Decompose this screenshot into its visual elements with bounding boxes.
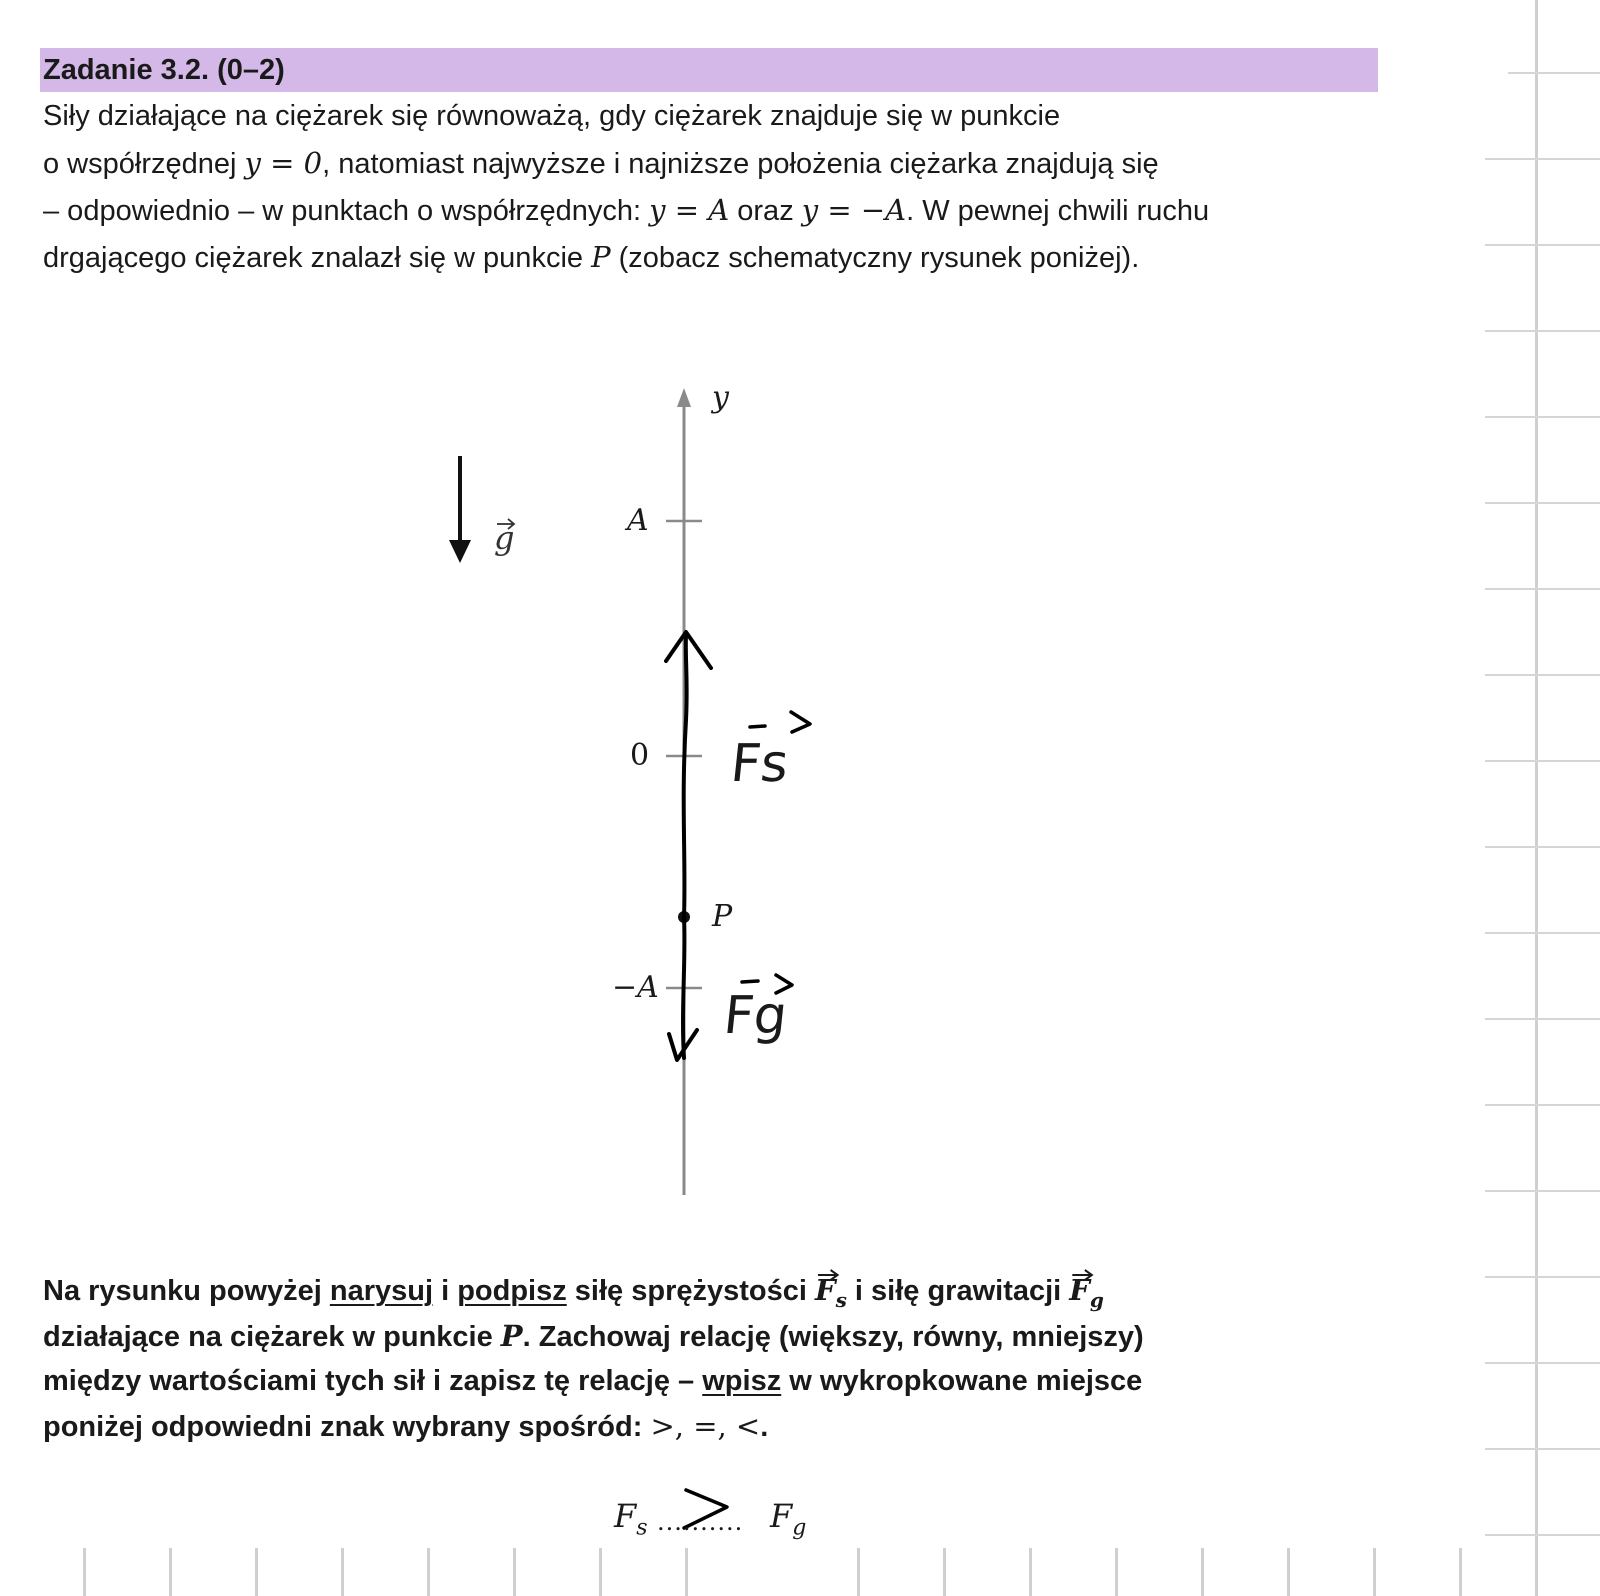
answer-right-subscript: g <box>792 1515 807 1541</box>
intro-text: . W pewnej chwili ruchu <box>906 195 1210 227</box>
handwritten-fg-label: Fg <box>720 986 791 1046</box>
gravity-label: g <box>494 519 515 557</box>
force-symbol-gravity: F <box>1069 1273 1090 1307</box>
intro-text: – odpowiednio – w punktach o współrzędnych: <box>43 195 650 227</box>
handwritten-fs-label: Fs <box>727 734 792 794</box>
tick-label-zero: 0 <box>630 738 650 773</box>
task-text: i siłę grawitacji <box>846 1275 1070 1307</box>
answer-left-letter: F <box>614 1497 637 1535</box>
intro-text: Siły działające na ciężarek się równoważą, gdy ciężarek znajduje się w punkcie <box>43 100 1061 132</box>
task-text: między wartościami tych sił i zapisz tę relację – <box>43 1365 703 1397</box>
force-symbol-spring: F <box>815 1273 836 1307</box>
intro-text: o współrzędnej <box>43 148 245 180</box>
intro-text: , natomiast najwyższe i najniższe położenia ciężarka znajdują się <box>322 148 1159 180</box>
math-expression: y = −A <box>801 193 907 227</box>
task-text: siłę sprężystości <box>566 1275 815 1307</box>
task-keyword: podpisz <box>457 1275 567 1307</box>
task-text: i <box>433 1275 458 1307</box>
intro-text: oraz <box>729 195 802 227</box>
intro-text: drgającego ciężarek znalazł się w punkcie <box>43 242 592 274</box>
force-subscript-spring: s <box>835 1287 847 1312</box>
task-text: działające na ciężarek w punkcie <box>43 1321 501 1353</box>
math-expression: P <box>591 240 611 274</box>
task-keyword: wpisz <box>702 1365 782 1397</box>
math-expression: P <box>500 1319 523 1353</box>
y-axis-label: y <box>712 380 729 415</box>
task-text: . Zachowaj relację (większy, równy, mniejszy) <box>522 1321 1144 1353</box>
force-subscript-gravity: g <box>1089 1287 1104 1312</box>
tick-label-minus-a: −A <box>612 970 659 1005</box>
task-keyword: narysuj <box>329 1275 434 1307</box>
answer-left-subscript: s <box>636 1515 648 1541</box>
answer-left-symbol <box>614 1498 648 1546</box>
tick-label-a: A <box>627 503 649 538</box>
answer-right-letter: F <box>770 1497 793 1535</box>
math-expression: >, =, < <box>650 1409 761 1443</box>
task-text: . <box>760 1411 769 1443</box>
task-title: Zadanie 3.2. (0–2) <box>43 54 285 86</box>
answer-right-symbol <box>770 1498 806 1546</box>
task-text: w wykropkowane miejsce <box>781 1365 1143 1397</box>
task-text: Na rysunku powyżej <box>43 1275 330 1307</box>
answer-blank[interactable]: .......... <box>657 1508 744 1536</box>
math-expression: y = 0 <box>244 146 323 180</box>
intro-text: (zobacz schematyczny rysunek poniżej). <box>610 242 1140 274</box>
math-expression: y = A <box>649 193 730 227</box>
point-p-label: P <box>712 899 733 934</box>
task-text: poniżej odpowiedni znak wybrany spośród: <box>43 1411 651 1443</box>
